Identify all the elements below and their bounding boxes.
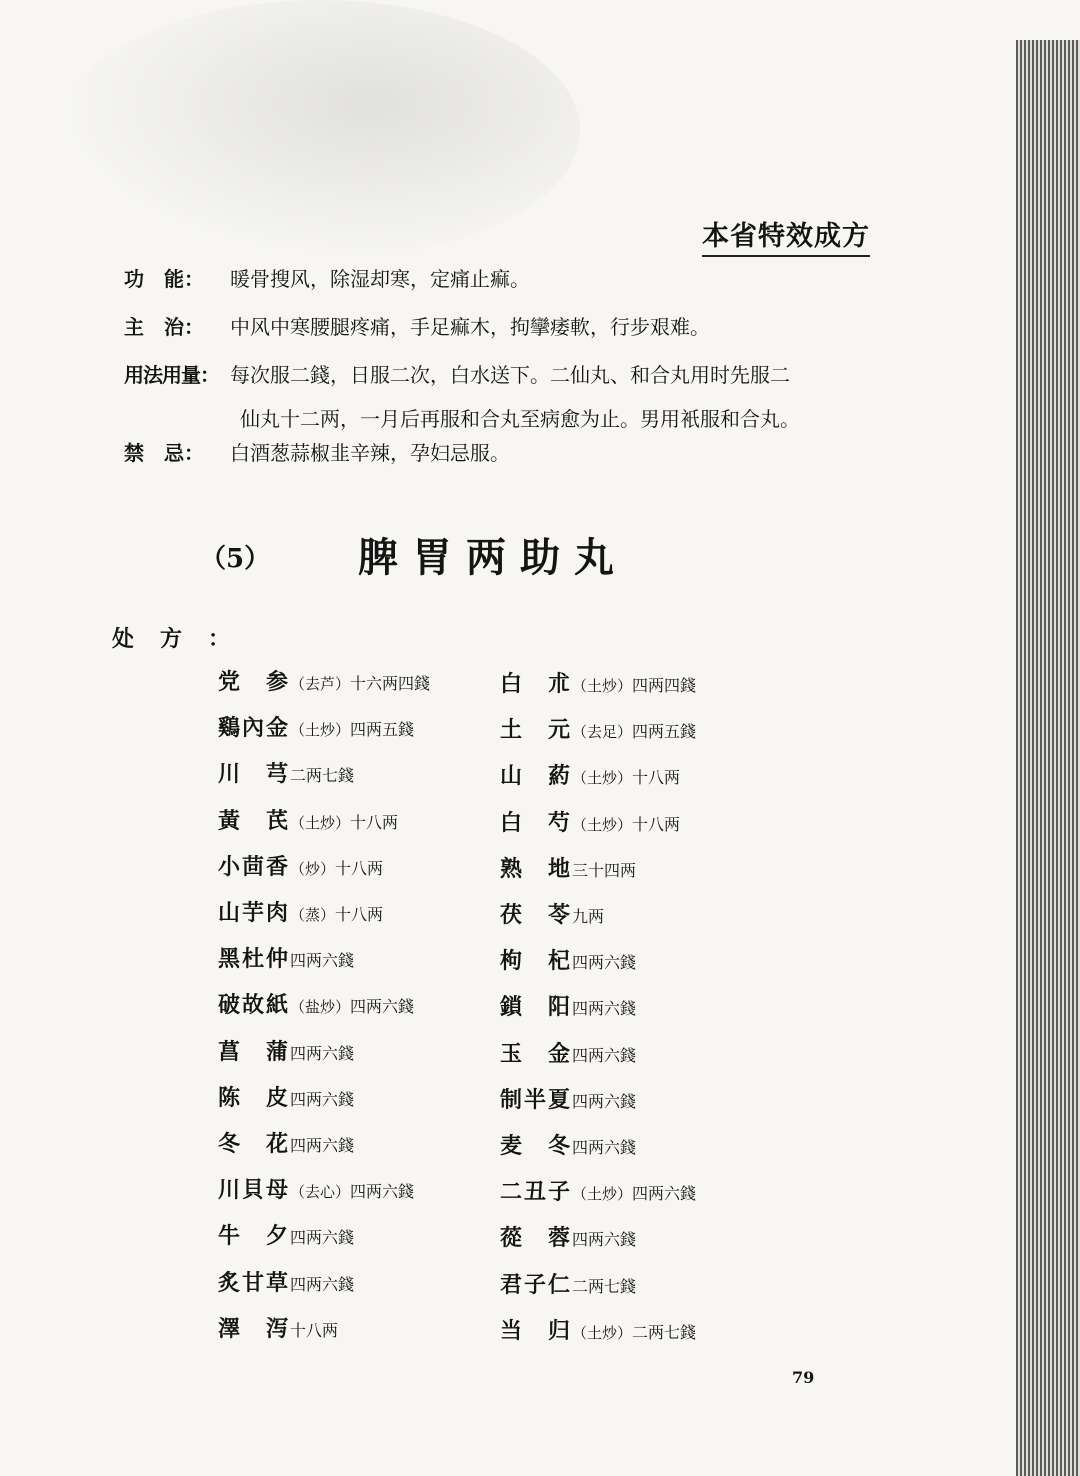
herb-name: 君子仁 [500,1271,573,1298]
herb-name: 山芋肉 [218,900,291,926]
herb-item [218,760,354,790]
herb-name: 黑杜仲 [218,946,291,973]
herb-item [500,901,604,931]
herb-item [218,714,414,744]
herb-name: 川貝母 [218,1177,291,1204]
herb-name: 陈 皮 [218,1084,291,1111]
herb-item [218,668,430,698]
herb-name: 党 参 [218,669,291,695]
herb-prep-note: （土炒） [572,815,633,834]
herb-amount: 四两六錢 [290,1274,355,1294]
page-number: 79 [792,1368,815,1387]
herb-item [218,1084,354,1114]
herb-name: 熟 地 [500,855,573,882]
herb-name: 白 芍 [500,809,573,836]
herb-amount: 十八两 [290,1320,339,1340]
herb-name: 鷄內金 [218,715,291,742]
herb-item [218,945,354,975]
herb-name: 川 芎 [218,761,291,788]
herb-item [218,1176,414,1206]
herb-name: 小茴香 [218,853,291,880]
herb-item [500,1132,636,1162]
formula-title: 脾胃两助丸 [358,534,628,581]
herb-amount: 四两六錢 [290,1043,355,1063]
herb-item [500,1271,636,1301]
section-text: 暖骨搜风，除湿却寒，定痛止痲。 [230,267,530,291]
herb-amount: 十八两 [632,814,681,834]
section-label: 禁 忌： [124,441,204,465]
scan-smudge [60,0,580,260]
running-header: 本省特效成方 [702,214,870,257]
herb-prep-note: （去心） [290,1183,351,1202]
herb-name: 茯 苓 [500,902,573,928]
herb-item [218,991,414,1021]
herb-item [500,993,636,1023]
herb-amount: 四两六錢 [290,1228,355,1248]
herb-amount: 四两六錢 [572,1138,637,1157]
herb-prep-note: （去足） [572,723,633,742]
herb-name: 菖 蒲 [218,1038,291,1065]
herb-amount: 十六两四錢 [350,674,431,693]
herb-prep-note: （蒸） [290,906,336,924]
herb-amount: 十八两 [335,858,384,878]
herb-item [500,855,636,885]
herb-prep-note: （土炒） [290,813,351,832]
herb-item [218,807,398,837]
herb-name: 山 葯 [500,763,573,790]
herb-item [218,1222,354,1252]
herb-amount: 四两六錢 [290,1136,355,1155]
herb-name: 蓯 蓉 [500,1225,573,1252]
herb-amount: 四两六錢 [572,953,637,973]
herb-amount: 四两六錢 [350,1182,415,1202]
herb-name: 冬 花 [218,1131,291,1157]
herb-item [218,1038,354,1068]
herb-item [218,853,383,883]
herb-amount: 四两六錢 [632,1184,697,1204]
herb-name: 制半夏 [500,1086,573,1113]
formula-number: （5） [200,544,271,574]
herb-name: 玉 金 [500,1040,573,1067]
herb-item [500,716,696,746]
herb-name: 黃 芪 [218,807,291,834]
herb-name: 炙甘草 [218,1269,291,1296]
herb-amount: 四两六錢 [572,1045,637,1065]
section-text: 每次服二錢，日服二次，白水送下。二仙丸、和合丸用时先服二 [230,363,790,387]
herb-item [500,1178,696,1208]
herb-amount: 四两五錢 [350,720,415,740]
section-label: 功 能： [124,267,204,291]
herb-amount: 四两四錢 [632,676,697,695]
herb-amount: 四两六錢 [572,1091,637,1111]
herb-name: 白 朮 [500,671,573,697]
herb-amount: 三十四两 [572,860,637,880]
section-text: 白酒葱蒜椒韭辛辣，孕妇忌服。 [230,441,510,465]
section-contraindication [124,440,510,466]
herb-name: 麦 冬 [500,1133,573,1159]
herb-prep-note: （土炒） [572,1185,633,1204]
section-text: 中风中寒腰腿疼痛，手足痲木，拘攣痿軟，行步艰难。 [230,315,710,339]
book-page-edge [1016,40,1080,1476]
herb-prep-note: （去芦） [290,675,351,693]
herb-amount: 四两六錢 [350,997,415,1017]
section-indication [124,314,710,340]
herb-name: 二丑子 [500,1179,573,1206]
herb-name: 当 归 [500,1317,573,1344]
herb-amount: 十八两 [335,905,384,924]
herb-item [500,670,696,700]
herb-item [218,1269,354,1299]
herb-name: 鎖 阳 [500,994,573,1021]
herb-prep-note: （土炒） [572,769,633,788]
herb-name: 土 元 [500,717,573,744]
herb-amount: 四两六錢 [572,999,637,1019]
section-usage-continued: 仙丸十二两，一月后再服和合丸至病愈为止。男用衹服和合丸。 [240,407,800,431]
herb-prep-note: （土炒） [572,677,633,695]
section-usage [124,362,790,388]
section-function [124,266,530,292]
herb-item [500,1317,696,1347]
herb-name: 澤 泻 [218,1315,291,1342]
herb-name: 枸 杞 [500,948,573,975]
herb-amount: 四两六錢 [290,1089,355,1109]
herb-prep-note: （土炒） [572,1323,633,1342]
herb-item [218,1315,338,1345]
herb-item [218,899,383,929]
herb-item [500,809,680,839]
herb-prep-note: （炒） [290,859,336,878]
herb-prep-note: （土炒） [290,721,351,740]
herb-amount: 九两 [572,907,605,926]
section-label: 用法用量： [124,363,219,387]
herb-amount: 四两五錢 [632,722,697,742]
herb-item [218,1130,354,1160]
herb-item [500,1224,636,1254]
herb-amount: 二两七錢 [632,1322,697,1342]
prescription-label: 处方： [112,626,257,652]
herb-amount: 二两七錢 [572,1276,637,1296]
herb-amount: 四两六錢 [290,951,355,971]
herb-amount: 十八两 [350,812,399,832]
herb-name: 牛 夕 [218,1223,291,1250]
section-label: 主 治： [124,315,204,339]
herb-amount: 四两六錢 [572,1230,637,1250]
herb-item [500,1040,636,1070]
herb-item [500,1086,636,1116]
herb-name: 破故紙 [218,992,291,1019]
herb-prep-note: （盐炒） [290,998,351,1017]
herb-amount: 二两七錢 [290,766,355,786]
herb-item [500,762,680,792]
herb-amount: 十八两 [632,768,681,788]
herb-item [500,947,636,977]
